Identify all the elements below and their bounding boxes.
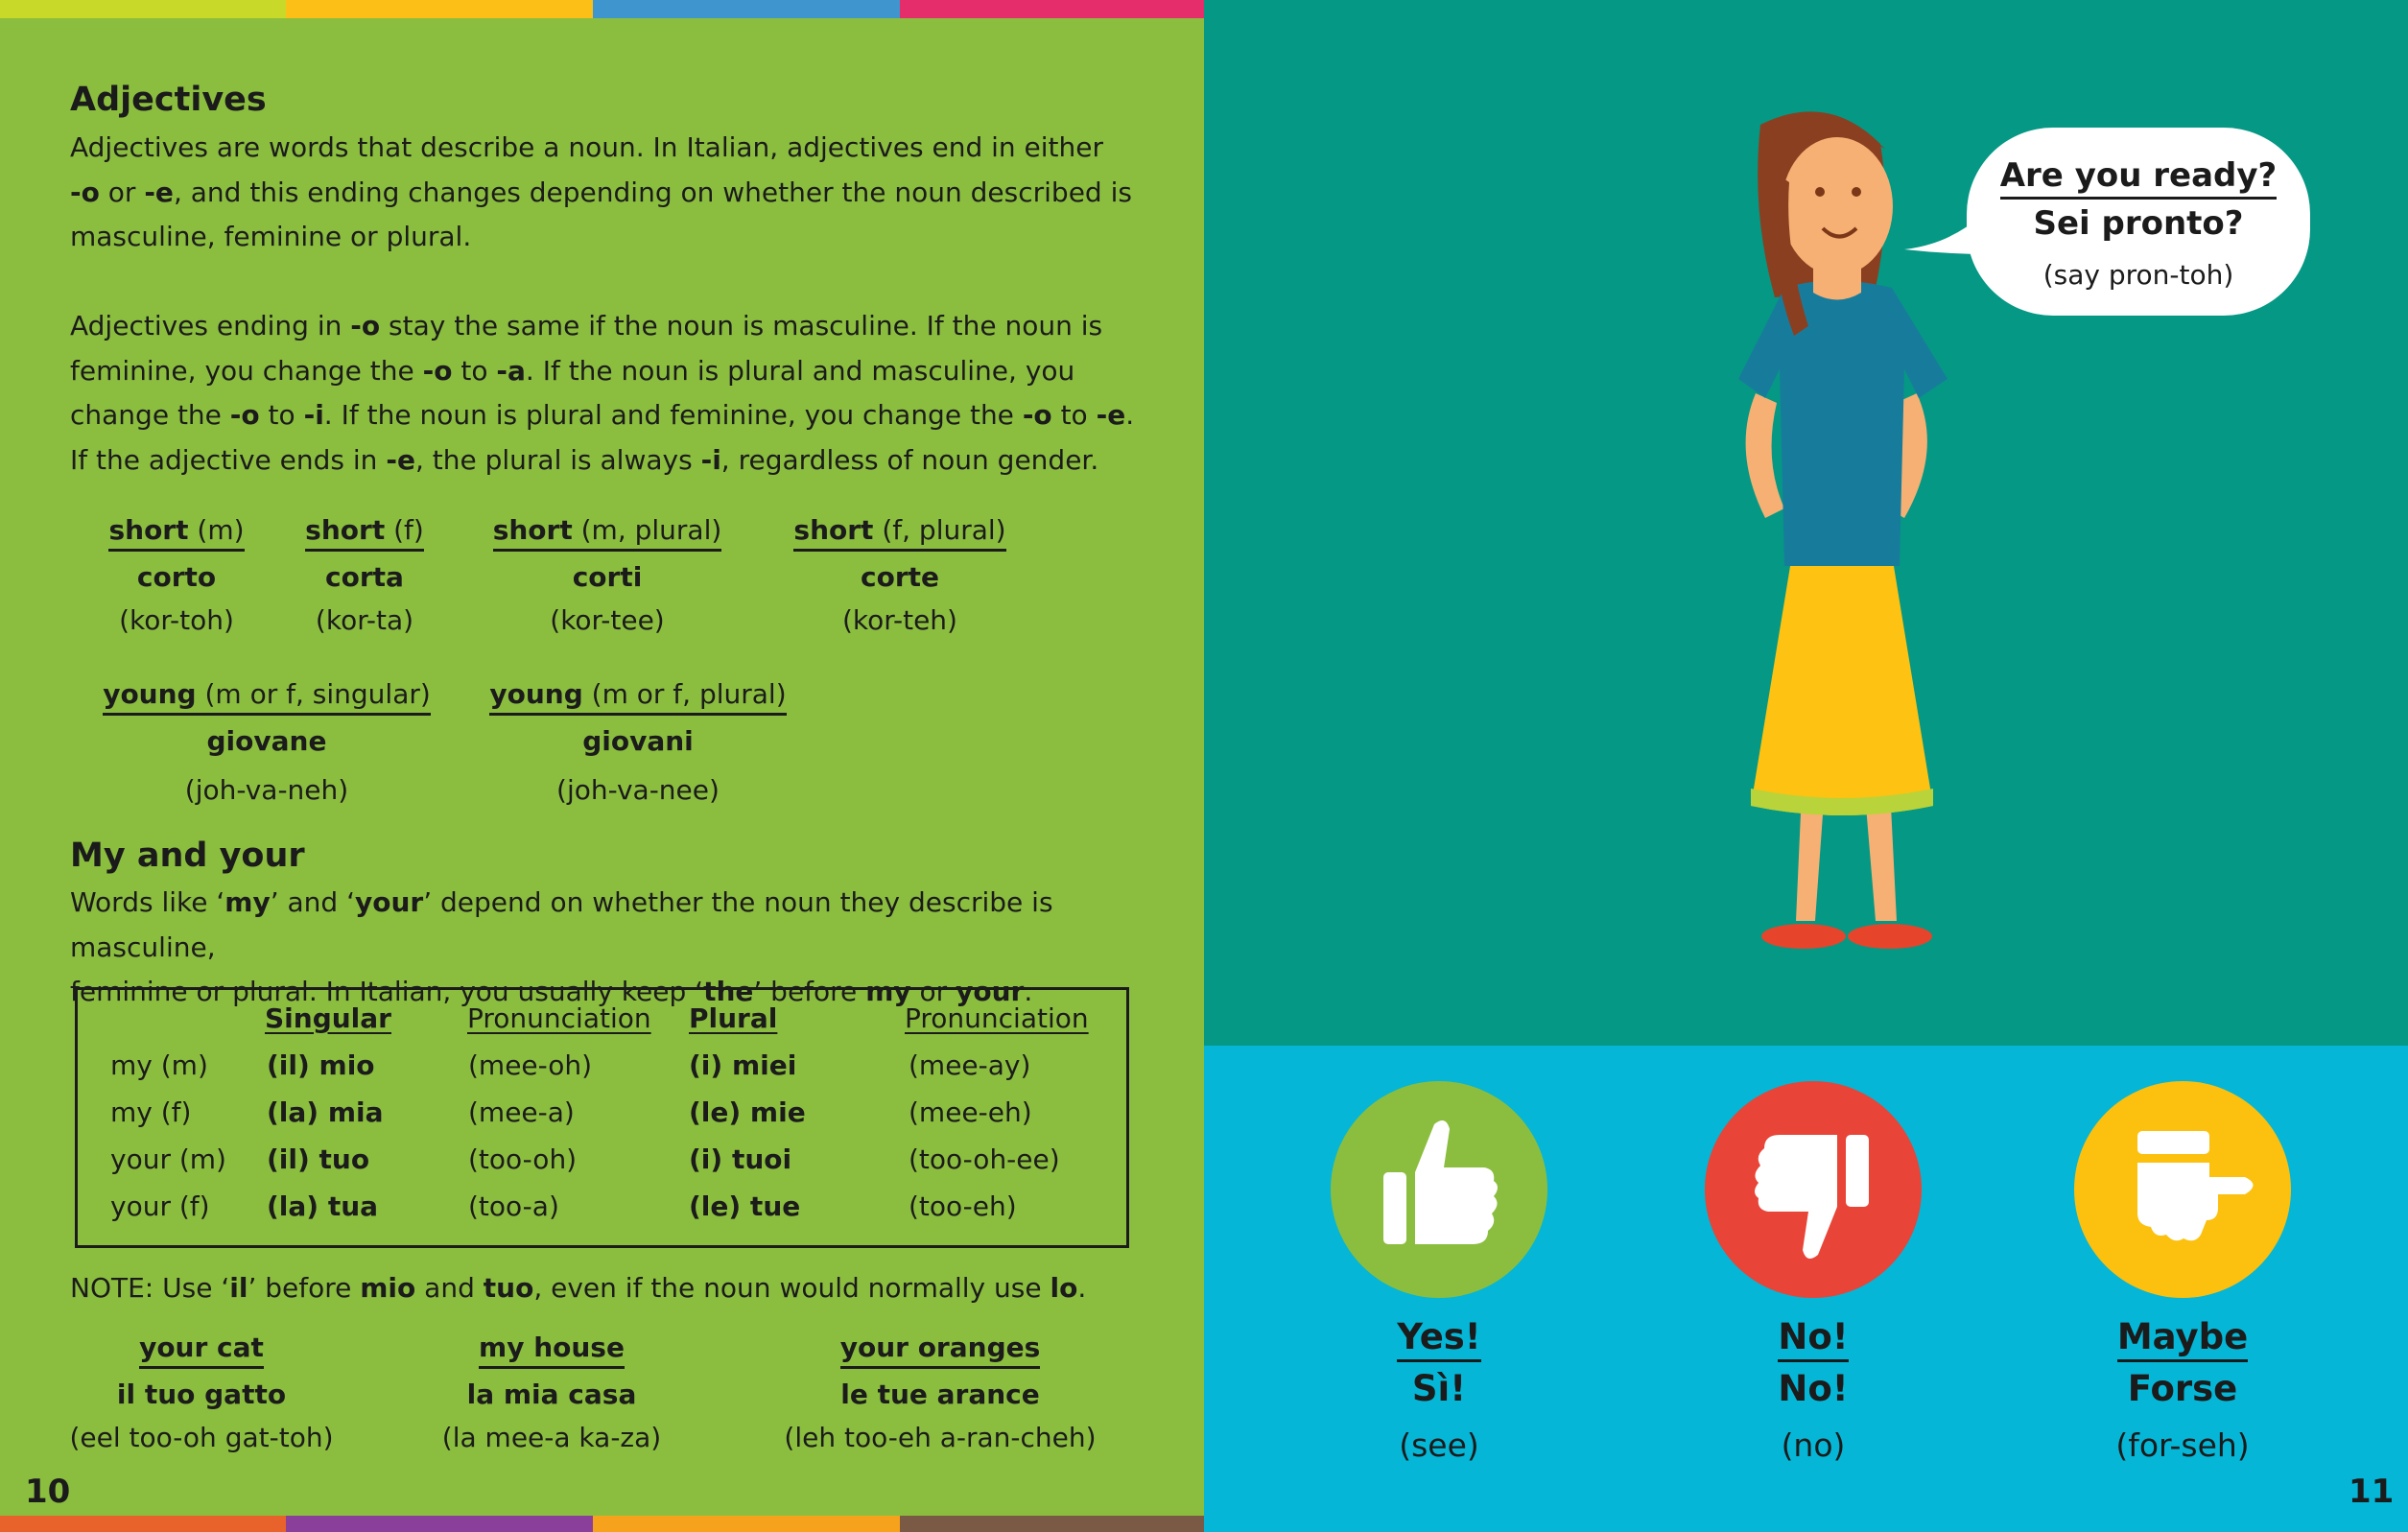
italian-word: corte: [860, 561, 940, 593]
english-word: short (m): [108, 514, 244, 552]
pronunciation: (kor-toh): [119, 604, 234, 636]
pronunciation: (joh-va-neh): [184, 774, 349, 806]
table-cell: my (m): [110, 1049, 208, 1081]
italian-word: giovani: [582, 725, 694, 757]
english-word: short (f, plural): [793, 514, 1005, 552]
table-cell: (i) tuoi: [689, 1143, 792, 1175]
response-italian: No!: [1778, 1368, 1849, 1409]
bottom-color-strip: [0, 1516, 286, 1532]
table-cell: (too-eh): [909, 1190, 1017, 1222]
adjectives-rules: [70, 304, 1173, 483]
english-phrase: your cat: [139, 1332, 264, 1369]
possessives-table: [75, 987, 1129, 1248]
text-line: masculine, feminine or plural.: [70, 221, 472, 252]
possessive-example: [67, 1332, 336, 1453]
text-line: Words like ‘my’ and ‘your’ depend on whether the noun they describe is masculine,: [70, 886, 1053, 963]
english-word: short (m, plural): [493, 514, 722, 552]
table-cell: your (m): [110, 1143, 226, 1175]
text-line: Adjectives ending in -o stay the same if the noun is masculine. If the noun is: [70, 310, 1103, 342]
table-cell: (too-a): [468, 1190, 559, 1222]
thumbs-up-icon: [1331, 1081, 1547, 1298]
bottom-color-strip: [593, 1516, 900, 1532]
table-header: Pronunciation: [905, 1002, 1089, 1034]
response-pronunciation: (no): [1781, 1426, 1846, 1464]
bubble-pronunciation: (say pron-toh): [2042, 259, 2234, 291]
response-pronunciation: (see): [1399, 1426, 1479, 1464]
table-cell: (mee-oh): [468, 1049, 593, 1081]
top-color-strip: [900, 0, 1204, 18]
table-cell: my (f): [110, 1096, 192, 1128]
bubble-english: [1967, 156, 2310, 195]
text-line: feminine or plural. In Italian, you usually keep ‘the’ before my or your.: [70, 976, 1033, 1007]
no-circle: [1705, 1081, 1922, 1298]
italian-word: corti: [572, 561, 643, 593]
text-line: -o or -e, and this ending changes depending on whether the noun described is: [70, 176, 1132, 208]
table-cell: your (f): [110, 1190, 210, 1222]
table-cell: (mee-eh): [909, 1096, 1032, 1128]
english-word: young (m or f, singular): [103, 678, 431, 716]
table-cell: (le) mie: [689, 1096, 806, 1128]
thumbs-down-icon: [1705, 1081, 1922, 1298]
adjective-example: [100, 514, 253, 636]
table-cell: (mee-a): [468, 1096, 575, 1128]
adjective-example: [295, 514, 434, 636]
pronunciation: (kor-ta): [315, 604, 414, 636]
text-line: If the adjective ends in -e, the plural is always -i, regardless of noun gender.: [70, 443, 1099, 476]
english-word: short (f): [305, 514, 424, 552]
response-yes: [1343, 1316, 1535, 1464]
top-color-strip: [286, 0, 593, 18]
table-cell: (le) tue: [689, 1190, 801, 1222]
text-line: Adjectives are words that describe a noun. In Italian, adjectives end in either: [70, 131, 1104, 163]
pronunciation: (eel too-oh gat-toh): [69, 1422, 334, 1453]
table-cell: (too-oh): [468, 1143, 578, 1175]
table-cell: (la) tua: [267, 1190, 379, 1222]
my-and-your-heading: My and your: [70, 837, 305, 875]
response-english: Yes!: [1397, 1316, 1480, 1362]
pronunciation: (kor-tee): [550, 604, 665, 636]
response-pronunciation: (for-seh): [2115, 1426, 2250, 1464]
response-italian: Sì!: [1411, 1368, 1467, 1409]
yes-circle: [1331, 1081, 1547, 1298]
bottom-color-strip: [900, 1516, 1204, 1532]
english-word: young (m or f, plural): [489, 678, 786, 716]
italian-word: corta: [325, 561, 404, 593]
maybe-circle: [2074, 1081, 2291, 1298]
adjectives-heading: Adjectives: [70, 81, 267, 119]
italian-word: giovane: [206, 725, 327, 757]
adjective-example: [782, 514, 1018, 636]
table-header: Pronunciation: [467, 1002, 651, 1034]
table-cell: (il) tuo: [267, 1143, 370, 1175]
pronunciation: (kor-teh): [842, 604, 957, 636]
english-phrase: your oranges: [840, 1332, 1041, 1369]
page-number-left: 10: [25, 1473, 71, 1511]
table-cell: (il) mio: [267, 1049, 375, 1081]
response-no: [1717, 1316, 1909, 1464]
adjective-example: [480, 514, 735, 636]
text-line: feminine, you change the -o to -a. If the noun is plural and masculine, you: [70, 354, 1075, 387]
table-cell: (too-oh-ee): [909, 1143, 1060, 1175]
response-italian: Forse: [2127, 1368, 2238, 1409]
pronunciation: (leh too-eh a-ran-cheh): [784, 1422, 1097, 1453]
bubble-english-text: Are you ready?: [2000, 156, 2278, 200]
italian-phrase: la mia casa: [466, 1379, 637, 1410]
text-line: change the -o to -i. If the noun is plural and feminine, you change the -o to -e.: [70, 399, 1135, 431]
thumbs-sideways-icon: [2074, 1081, 2291, 1298]
bubble-italian: Sei pronto?: [2033, 204, 2244, 243]
italian-word: corto: [136, 561, 217, 593]
page-number-right: 11: [2349, 1473, 2395, 1511]
table-cell: (mee-ay): [909, 1049, 1031, 1081]
bottom-color-strip: [286, 1516, 593, 1532]
adjectives-intro: [70, 126, 1145, 260]
note-text: NOTE: Use ‘il’ before mio and tuo, even if the noun would normally use lo.: [70, 1272, 1087, 1304]
table-header: Plural: [689, 1002, 778, 1034]
adjective-example: [480, 678, 796, 806]
pronunciation: (joh-va-nee): [556, 774, 720, 806]
response-english: No!: [1778, 1316, 1848, 1362]
pronunciation: (la mee-a ka-za): [441, 1422, 662, 1453]
english-phrase: my house: [479, 1332, 625, 1369]
table-cell: (i) miei: [689, 1049, 797, 1081]
possessive-example: [777, 1332, 1103, 1453]
top-color-strip: [0, 0, 286, 18]
response-maybe: [2087, 1316, 2278, 1464]
top-color-strip: [593, 0, 900, 18]
italian-phrase: il tuo gatto: [116, 1379, 287, 1410]
italian-phrase: le tue arance: [840, 1379, 1040, 1410]
possessive-example: [422, 1332, 681, 1453]
speech-bubble: [1967, 128, 2310, 316]
table-cell: (la) mia: [267, 1096, 384, 1128]
table-header: Singular: [265, 1002, 391, 1034]
adjective-example: [96, 678, 437, 806]
response-english: Maybe: [2117, 1316, 2248, 1362]
